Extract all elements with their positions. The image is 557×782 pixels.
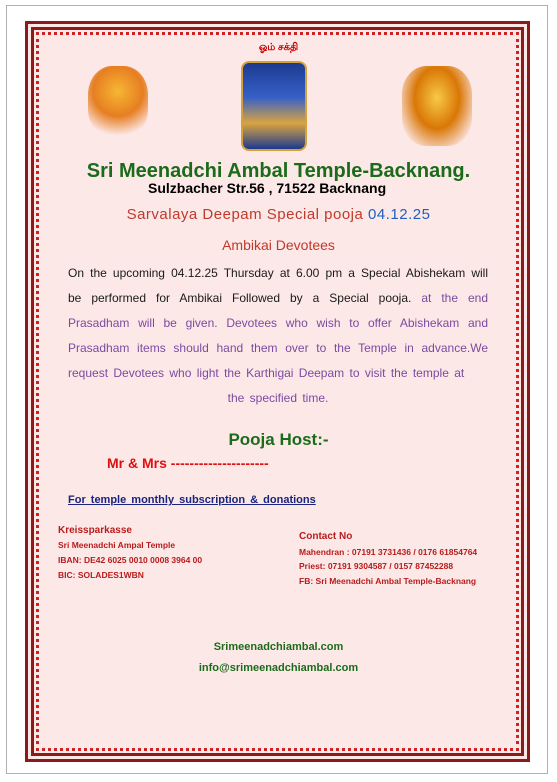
om-sakthi-text: ஓம் சக்தி xyxy=(258,42,299,53)
meenakshi-amman-image xyxy=(241,61,307,151)
contact-facebook: FB: Sri Meenadchi Ambal Temple-Backnang xyxy=(299,575,477,586)
ganesha-image xyxy=(88,66,148,138)
bic: BIC: SOLADES1WBN xyxy=(58,570,144,580)
contact-priest: Priest: 07191 9304587 / 0157 87452288 xyxy=(299,561,454,571)
event-heading xyxy=(0,206,557,223)
murugan-image xyxy=(402,66,472,146)
temple-address: Sulzbacher Str.56 , 71522 Backnang xyxy=(148,180,387,196)
contact-details xyxy=(299,530,499,588)
event-date: 04.12.25 xyxy=(368,206,431,223)
account-holder: Sri Meenadchi Ampal Temple xyxy=(58,540,176,550)
audience-heading: Ambikai Devotees xyxy=(222,237,335,253)
iban: IBAN: DE42 6025 0010 0008 3964 00 xyxy=(58,555,203,565)
announcement-part-3: the specified time. xyxy=(227,391,329,405)
bank-details xyxy=(58,523,202,583)
contact-mahendran: Mahendran : 07191 3731436 / 0176 61854764 xyxy=(299,546,478,557)
email-link[interactable]: info@srimeenadchiambal.com xyxy=(198,662,359,674)
announcement-part-1: On the upcoming 04.12.25 Thursday at 6.00 pm a Special Abishekam will be performed for Ambikai Followed by a Special pooja. xyxy=(68,266,488,305)
pooja-host-name: Mr & Mrs --------------------- xyxy=(107,455,269,471)
pooja-host-heading: Pooja Host:- xyxy=(228,430,329,449)
contact-heading: Contact No xyxy=(299,531,353,542)
subscription-link[interactable]: For temple monthly subscription & donations xyxy=(68,494,316,506)
announcement-body xyxy=(68,261,488,411)
announcement-part-2: at the end Prasadham will be given. Devotees who wish to offer Abishekam and Prasadham items should hand them over to the Temple in advance.We request Devotees who light the Karthigai Deepam to visit the temple at xyxy=(68,291,488,380)
bank-name: Kreissparkasse xyxy=(58,525,132,536)
temple-title: Sri Meenadchi Ambal Temple-Backnang. xyxy=(86,160,471,182)
event-name: Sarvalaya Deepam Special pooja xyxy=(126,206,364,223)
website-link[interactable]: Srimeenadchiambal.com xyxy=(213,641,344,653)
